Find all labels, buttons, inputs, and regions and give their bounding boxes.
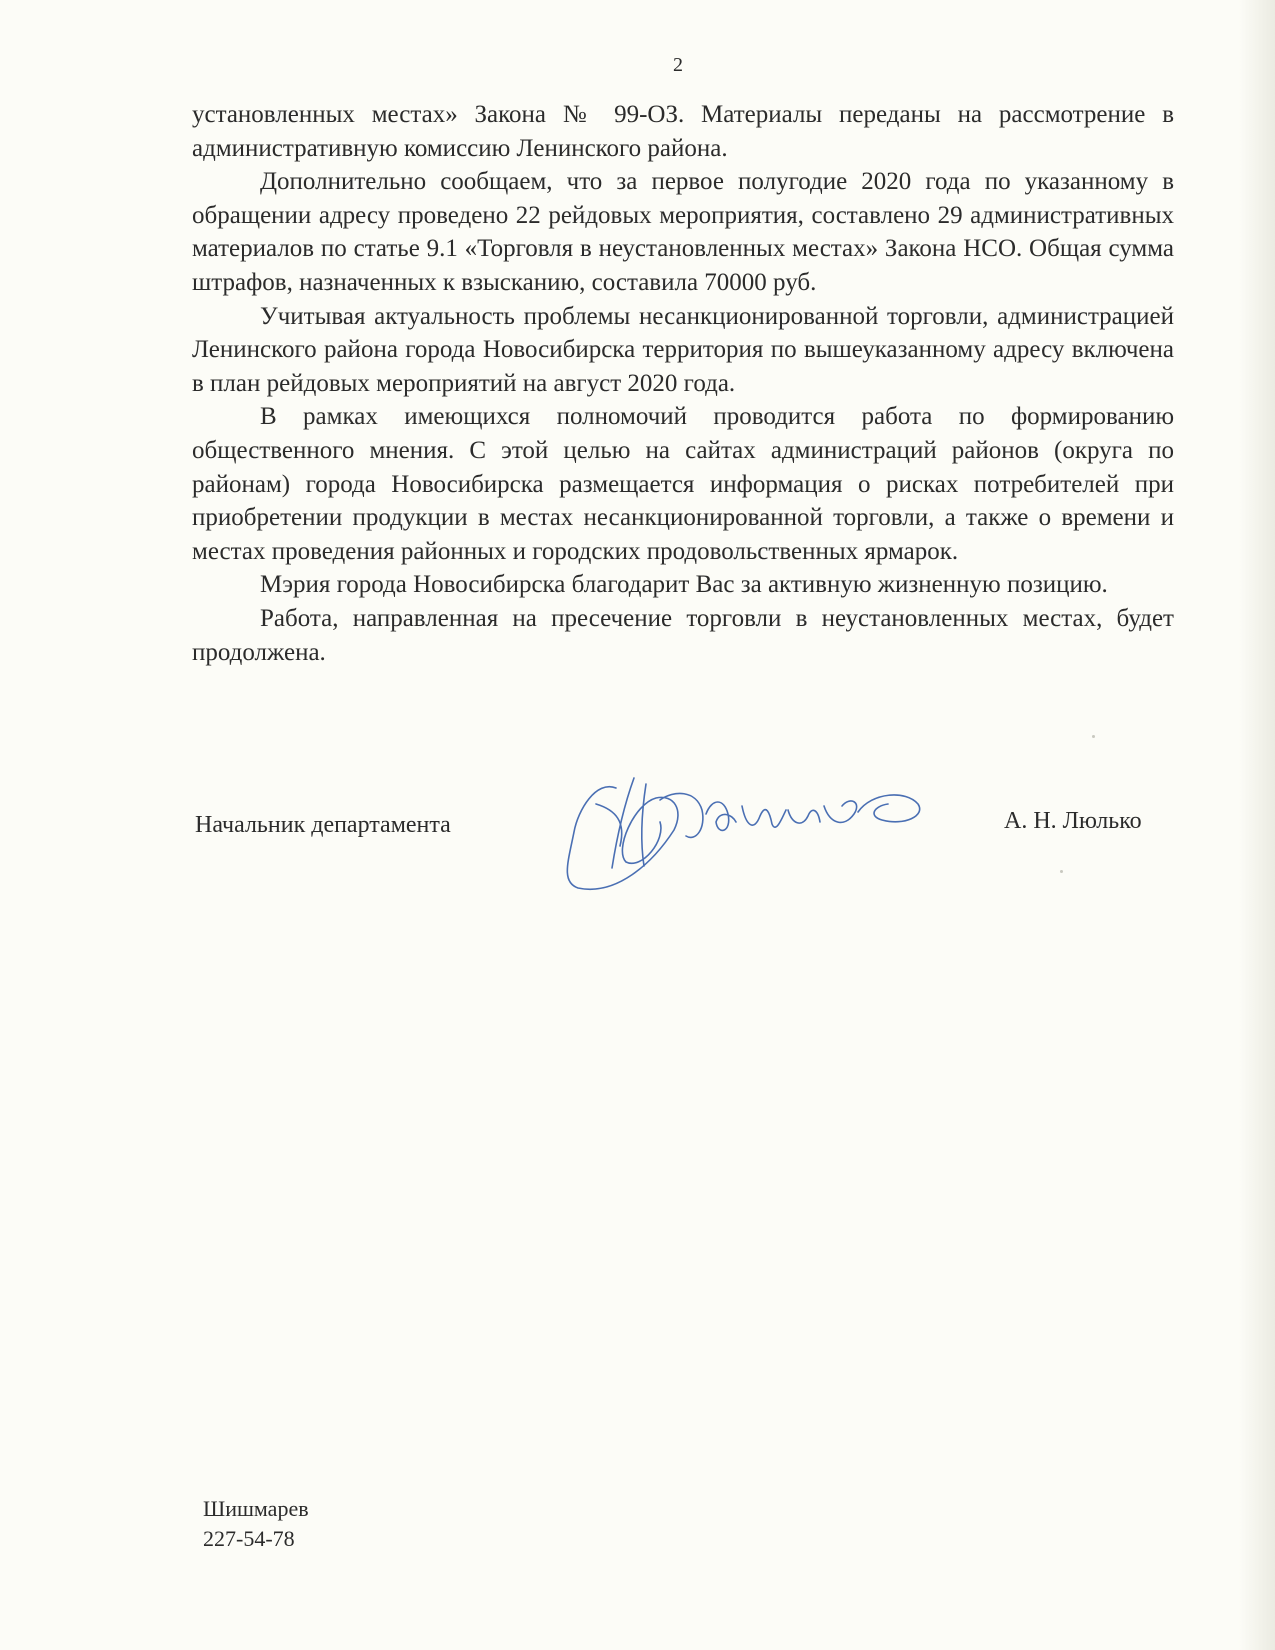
scan-edge [1239, 0, 1275, 1650]
scan-speck [1092, 735, 1095, 738]
signatory-title: Начальник департамента [195, 812, 451, 838]
scan-speck [1060, 870, 1063, 873]
paragraph: В рамках имеющихся полномочий проводится работа по формированию общественного мнения. С этой целью на сайтах администраций районов (округа по районам) города Новосибирска размещается информация о рисках потребителей при приобретении продукции в местах несанкционированной торговли, а также о времени и местах проведения районных и городских продовольственных ярмарок. [192, 403, 1174, 565]
executor-name: Шишмарев [203, 1496, 309, 1521]
paragraph: Учитывая актуальность проблемы несанкционированной торговли, администрацией Ленинского района города Новосибирска территория по вышеуказанному адресу включена в план рейдовых мероприятий на август 2020 года. [192, 302, 1174, 397]
handwritten-signature [556, 770, 976, 900]
paragraph: установленных местах» Закона № 99-ОЗ. Материалы переданы на рассмотрение в административную комиссию Ленинского района. [192, 101, 1174, 162]
paragraph: Мэрия города Новосибирска благодарит Вас за активную жизненную позицию. [260, 571, 1108, 599]
letter-body [192, 98, 1174, 669]
signatory-name: А. Н. Люлько [1004, 808, 1142, 834]
executor-block [203, 1494, 309, 1554]
paragraph: Дополнительно сообщаем, что за первое полугодие 2020 года по указанному в обращении адресу проведено 22 рейдовых мероприятия, составлено 29 административных материалов по статье 9.1 «Торговля в неустановленных местах» Закона НСО. Общая сумма штрафов, назначенных к взысканию, составила 70000 руб. [192, 168, 1174, 296]
executor-phone: 227-54-78 [203, 1526, 295, 1551]
paragraph: Работа, направленная на пресечение торговли в неустановленных местах, будет продолжена. [192, 604, 1174, 666]
page-number: 2 [673, 54, 683, 76]
